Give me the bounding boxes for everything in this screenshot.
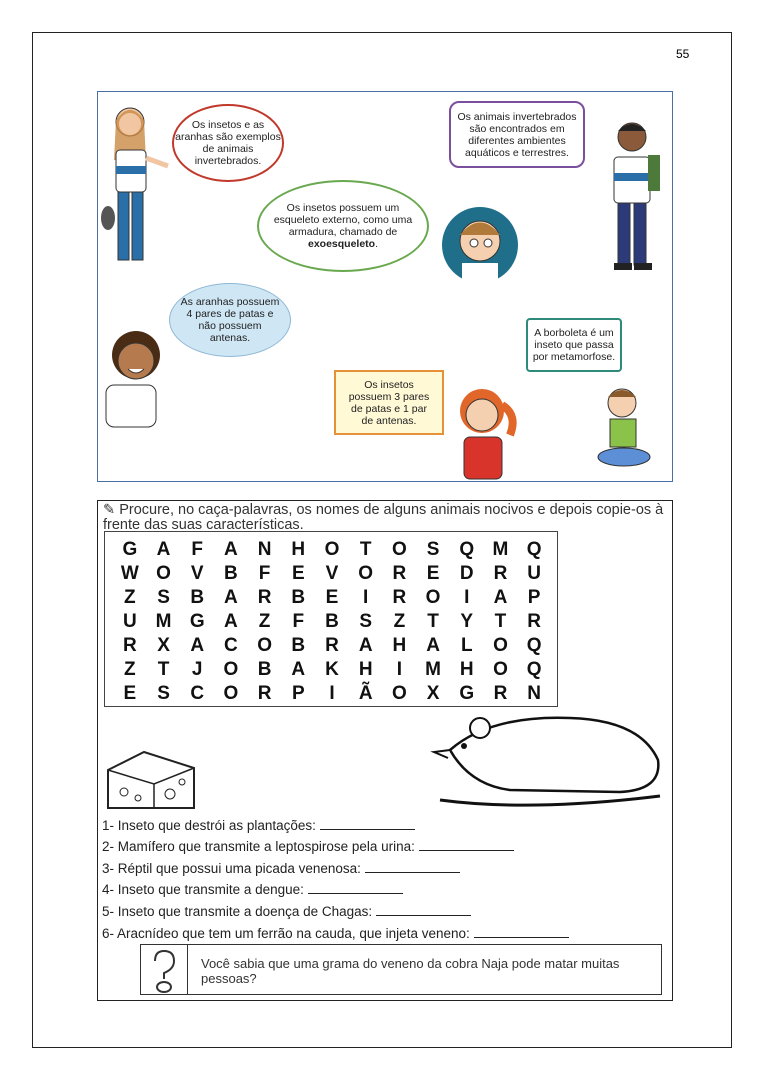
word-search-letter: I bbox=[464, 587, 470, 608]
word-search-letter: P bbox=[527, 587, 541, 608]
word-search-letter: O bbox=[223, 659, 239, 680]
word-search-letter: N bbox=[257, 539, 272, 560]
word-search-letter: O bbox=[223, 683, 239, 704]
word-search-letter: V bbox=[325, 563, 339, 584]
answer-blank[interactable] bbox=[419, 849, 514, 851]
answer-blank[interactable] bbox=[376, 914, 471, 916]
word-search-letter: C bbox=[190, 683, 205, 704]
boy-circle-illustration bbox=[440, 205, 520, 285]
word-search-letter: Q bbox=[526, 635, 542, 656]
page-number: 55 bbox=[676, 47, 690, 61]
word-search-letter: A bbox=[224, 587, 238, 608]
activity-instruction: ✎ Procure, no caça-palavras, os nomes de alguns animais nocivos e depois copie-os à frente das suas características. bbox=[103, 502, 664, 533]
word-search-letter: M bbox=[492, 539, 509, 560]
word-search-letter: X bbox=[426, 683, 440, 704]
word-search-letter: A bbox=[224, 539, 238, 560]
word-search-letter: V bbox=[190, 563, 204, 584]
word-search-letter: A bbox=[156, 539, 171, 560]
cheese-illustration bbox=[104, 748, 199, 813]
word-search-letter: Z bbox=[258, 611, 271, 632]
bubble-emphasis: exoesqueleto bbox=[307, 238, 376, 250]
word-search-letter: U bbox=[122, 611, 137, 632]
word-search-letter: K bbox=[325, 659, 339, 680]
word-search-letter: A bbox=[224, 611, 238, 632]
word-search-letter: Y bbox=[460, 611, 474, 632]
word-search-letter: R bbox=[122, 635, 137, 656]
word-search-letter: A bbox=[291, 659, 306, 680]
word-search-letter: F bbox=[191, 539, 204, 560]
question-mark-icon bbox=[141, 945, 188, 994]
word-search-letter: Z bbox=[124, 587, 136, 608]
word-search-letter: M bbox=[155, 611, 172, 632]
answer-blank[interactable] bbox=[474, 936, 569, 938]
word-search-letter: O bbox=[493, 659, 508, 680]
question-text: 2- Mamífero que transmite a leptospirose pela urina: bbox=[102, 839, 415, 854]
word-search-letter: S bbox=[157, 683, 170, 704]
word-search-letter: S bbox=[359, 611, 373, 632]
word-search-letter: R bbox=[493, 683, 508, 704]
word-search-letter: P bbox=[291, 683, 305, 704]
word-search-letter: F bbox=[258, 563, 271, 584]
question-text: 6- Aracnídeo que tem um ferrão na cauda, que injeta veneno: bbox=[102, 926, 470, 941]
question-text: 5- Inseto que transmite a doença de Chagas: bbox=[102, 904, 373, 919]
word-search-letter: R bbox=[325, 635, 339, 656]
rat-illustration bbox=[430, 700, 670, 815]
word-search-letter: E bbox=[426, 563, 440, 584]
word-search-letter: O bbox=[391, 539, 407, 560]
word-search-letter: R bbox=[392, 563, 407, 584]
word-search-letter: W bbox=[120, 563, 139, 584]
question-item bbox=[102, 926, 569, 941]
word-search-letter: E bbox=[325, 587, 339, 608]
word-search-letter: B bbox=[257, 659, 272, 680]
word-search-letter: T bbox=[157, 659, 170, 680]
girl-illustration bbox=[100, 100, 180, 275]
word-search-letter: X bbox=[157, 635, 170, 656]
sitting-boy-illustration bbox=[596, 385, 656, 470]
speech-bubble-invertebrates: Os insetos e as aranhas são exemplos de animais invertebrados. bbox=[172, 104, 284, 182]
answer-blank[interactable] bbox=[320, 828, 415, 830]
question-item bbox=[102, 861, 460, 876]
word-search-letter: R bbox=[392, 587, 407, 608]
word-search-letter: O bbox=[493, 635, 508, 656]
word-search-letter: O bbox=[425, 587, 441, 608]
word-search-letter: H bbox=[392, 635, 407, 656]
word-search-letter: A bbox=[190, 635, 205, 656]
word-search-letter: J bbox=[191, 659, 203, 680]
word-search-letter: O bbox=[156, 563, 171, 584]
word-search-letter: A bbox=[426, 635, 440, 656]
curly-hair-boy-illustration bbox=[100, 325, 170, 430]
word-search-letter: U bbox=[527, 563, 541, 584]
word-search-letter: S bbox=[157, 587, 170, 608]
word-search-letter: Q bbox=[526, 539, 542, 560]
word-search-letter: G bbox=[189, 611, 205, 632]
word-search-letter: A bbox=[493, 587, 508, 608]
speech-bubble-insect-legs: Os insetos possuem 3 pares de patas e 1 par de antenas. bbox=[334, 370, 444, 435]
word-search-letter: I bbox=[363, 587, 369, 608]
speech-bubble-butterfly: A borboleta é um inseto que passa por metamorfose. bbox=[526, 318, 622, 372]
word-search-letter: B bbox=[325, 611, 339, 632]
question-item bbox=[102, 839, 514, 854]
word-search-letter: Ã bbox=[358, 683, 373, 704]
word-search-grid bbox=[104, 531, 558, 707]
word-search-letter: O bbox=[257, 635, 272, 656]
word-search-letter: I bbox=[329, 683, 335, 704]
word-search-letter: Q bbox=[526, 659, 542, 680]
word-search-letter: G bbox=[122, 539, 138, 560]
question-text: 1- Inseto que destrói as plantações: bbox=[102, 818, 316, 833]
word-search-letter: R bbox=[257, 587, 272, 608]
question-item bbox=[102, 818, 415, 833]
word-search-letter: T bbox=[494, 611, 507, 632]
question-item bbox=[102, 904, 471, 919]
bubble-text: Os insetos possuem um esqueleto externo, como uma armadura, chamado de bbox=[273, 202, 413, 238]
word-search-letter: O bbox=[358, 563, 374, 584]
word-search-letter: E bbox=[123, 683, 137, 704]
word-search-letter: B bbox=[190, 587, 205, 608]
word-search-letter: F bbox=[292, 611, 305, 632]
question-item bbox=[102, 882, 403, 897]
word-search-letter: I bbox=[396, 659, 403, 680]
word-search-letter: O bbox=[391, 683, 407, 704]
word-search-letter: G bbox=[459, 683, 475, 704]
word-search-letter: H bbox=[459, 659, 474, 680]
word-search-letter: H bbox=[358, 659, 373, 680]
word-search-letter: E bbox=[291, 563, 305, 584]
speech-bubble-spiders: As aranhas possuem 4 pares de patas e não possuem antenas. bbox=[169, 283, 291, 357]
word-search-letter: T bbox=[359, 539, 372, 560]
fact-box bbox=[140, 944, 662, 995]
word-search-letter: S bbox=[426, 539, 440, 560]
question-text: 4- Inseto que transmite a dengue: bbox=[102, 882, 304, 897]
word-search-letter: L bbox=[460, 635, 473, 656]
word-search-letter: N bbox=[527, 683, 541, 704]
word-search-letter: C bbox=[224, 635, 238, 656]
word-search-letter: T bbox=[427, 611, 439, 632]
word-search-letter: O bbox=[324, 539, 340, 560]
answer-blank[interactable] bbox=[308, 892, 403, 894]
word-search-letter: B bbox=[291, 587, 306, 608]
word-search-letter: Z bbox=[393, 611, 406, 632]
word-search-letter: R bbox=[257, 683, 272, 704]
word-search-letter: Z bbox=[124, 659, 136, 680]
fact-text: Você sabia que uma grama do veneno da cobra Naja pode matar muitas pessoas? bbox=[201, 956, 620, 986]
speech-bubble-exoskeleton: Os insetos possuem um esqueleto externo, como uma armadura, chamado de exoesqueleto. bbox=[257, 180, 429, 272]
word-search-letter: H bbox=[291, 539, 306, 560]
word-search-letter: B bbox=[224, 563, 238, 584]
word-search-letter: Q bbox=[459, 539, 475, 560]
word-search-letter: B bbox=[291, 635, 306, 656]
word-search-letter: A bbox=[358, 635, 373, 656]
question-text: 3- Réptil que possui uma picada venenosa: bbox=[102, 861, 361, 876]
word-search-letter: M bbox=[425, 659, 441, 680]
boy-with-backpack-illustration bbox=[600, 115, 670, 280]
speech-bubble-environments: Os animais invertebrados são encontrados em diferentes ambientes aquáticos e terrestres. bbox=[449, 101, 585, 168]
word-search-letter: R bbox=[527, 611, 541, 632]
instruction-text: Procure, no caça-palavras, os nomes de alguns animais nocivos e depois copie-os à frente das suas características. bbox=[103, 502, 664, 533]
redhead-girl-illustration bbox=[440, 385, 520, 480]
word-search-letter: D bbox=[459, 563, 474, 584]
answer-blank[interactable] bbox=[365, 871, 460, 873]
word-search-letter: R bbox=[493, 563, 508, 584]
